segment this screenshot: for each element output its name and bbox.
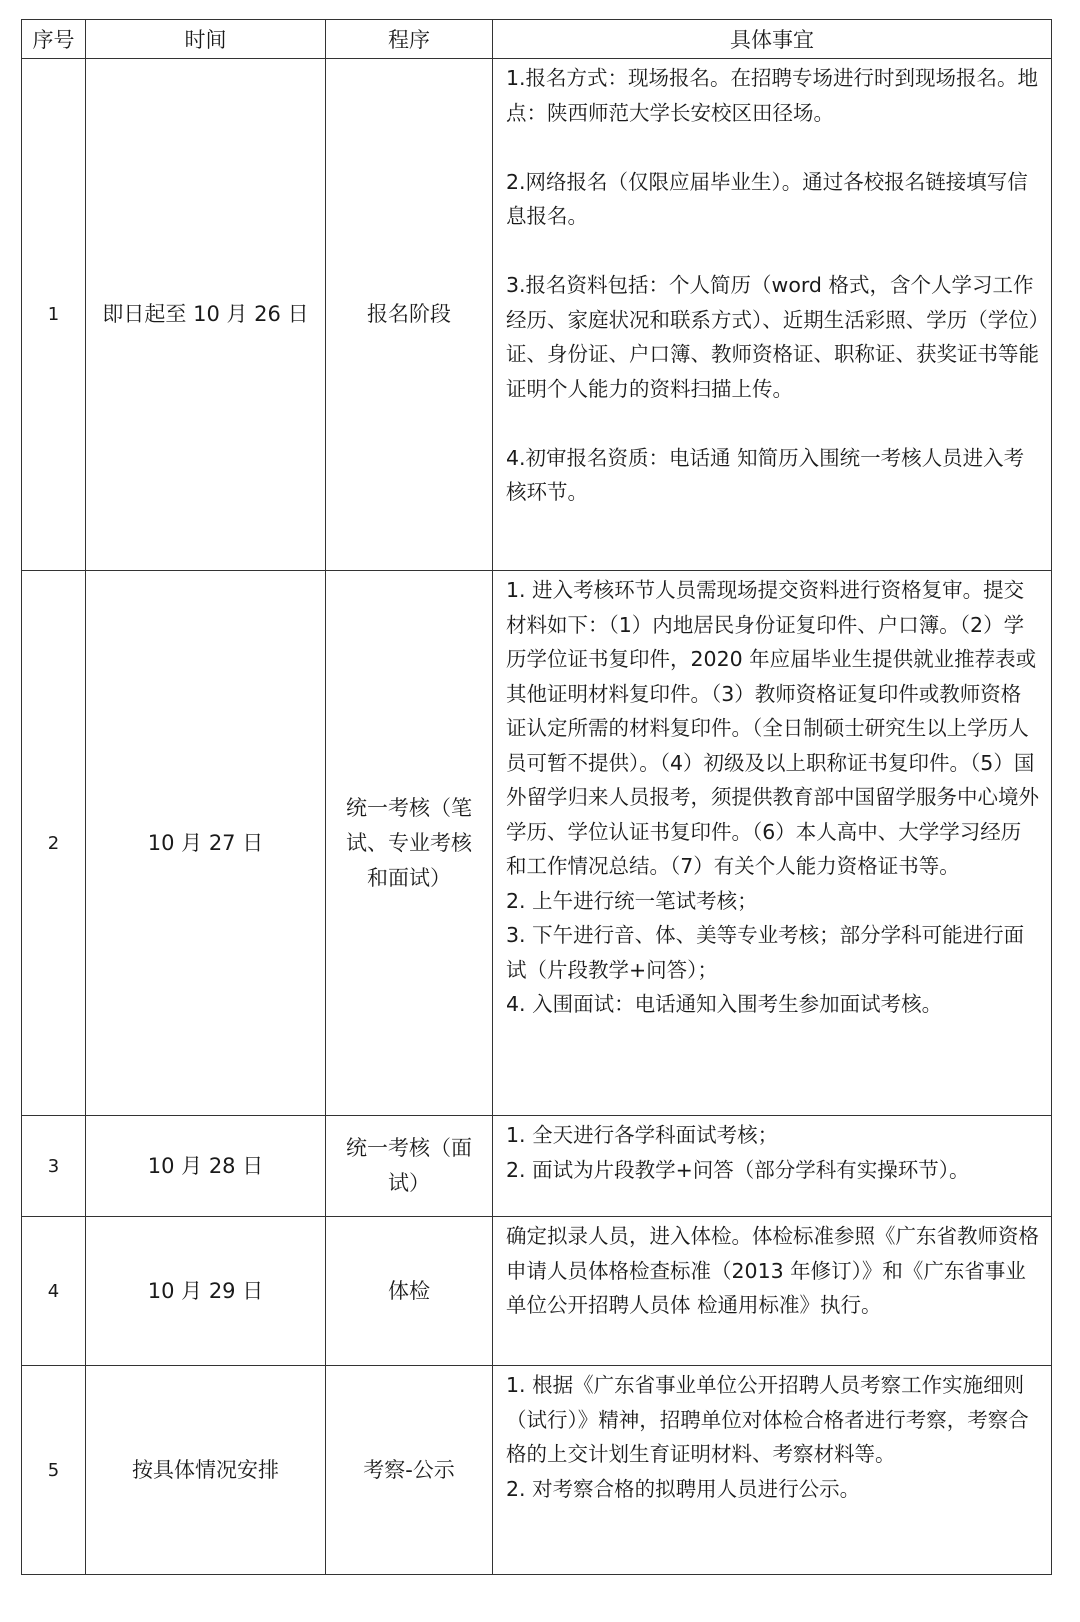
detail-item: 3. 下午进行音、体、美等专业考核；部分学科可能进行面试（片段教学+问答）； xyxy=(506,923,1025,982)
row-procedure: 报名阶段 xyxy=(326,59,493,571)
row-index: 3 xyxy=(22,1116,86,1217)
detail-item: 2.网络报名（仅限应届毕业生）。通过各校报名链接填写信息报名。 xyxy=(506,169,1028,228)
row-details xyxy=(493,571,1052,1116)
detail-item: 确定拟录人员，进入体检。体检标准参照《广东省教师资格申请人员体格检查标准（2013 年修订）》和《广东省事业单位公开招聘人员体 检通用标准》执行。 xyxy=(506,1224,1039,1317)
row-index: 2 xyxy=(22,571,86,1116)
row-details xyxy=(493,1116,1052,1217)
row-details xyxy=(493,59,1052,571)
row-time: 10 月 29 日 xyxy=(86,1217,326,1366)
detail-item: 1.报名方式：现场报名。在招聘专场进行时到现场报名。地点：陕西师范大学长安校区田径场。 xyxy=(506,66,1039,125)
detail-item: 4.初审报名资质：电话通 知简历入围统一考核人员进入考核环节。 xyxy=(506,445,1025,504)
row-procedure: 统一考核（笔试、专业考核和面试） xyxy=(326,571,493,1116)
header-index: 序号 xyxy=(22,20,86,59)
row-time: 即日起至 10 月 26 日 xyxy=(86,59,326,571)
detail-item: 2. 面试为片段教学+问答（部分学科有实操环节）。 xyxy=(506,1157,970,1182)
table-row xyxy=(22,1217,1052,1366)
row-time: 10 月 28 日 xyxy=(86,1116,326,1217)
detail-item: 2. 对考察合格的拟聘用人员进行公示。 xyxy=(506,1476,861,1501)
table-row xyxy=(22,571,1052,1116)
row-procedure: 考察-公示 xyxy=(326,1366,493,1575)
row-procedure: 体检 xyxy=(326,1217,493,1366)
row-index: 5 xyxy=(22,1366,86,1575)
header-procedure: 程序 xyxy=(326,20,493,59)
row-time: 按具体情况安排 xyxy=(86,1366,326,1575)
table-header-row xyxy=(22,20,1052,59)
detail-item: 3.报名资料包括：个人简历（word 格式，含个人学习工作经历、家庭状况和联系方式）、近期生活彩照、学历（学位）证、身份证、户口簿、教师资格证、职称证、获奖证书等能证明个人能力的资料扫描上传。 xyxy=(506,273,1039,401)
row-index: 1 xyxy=(22,59,86,571)
detail-item: 1. 根据《广东省事业单位公开招聘人员考察工作实施细则（试行）》精神，招聘单位对体检合格者进行考察，考察合格的上交计划生育证明材料、考察材料等。 xyxy=(506,1373,1029,1466)
row-details xyxy=(493,1366,1052,1575)
row-index: 4 xyxy=(22,1217,86,1366)
detail-item: 2. 上午进行统一笔试考核； xyxy=(506,888,758,913)
table-row xyxy=(22,1116,1052,1217)
row-procedure: 统一考核（面试） xyxy=(326,1116,493,1217)
header-time: 时间 xyxy=(86,20,326,59)
recruitment-schedule-table xyxy=(21,19,1052,1575)
detail-item: 1. 全天进行各学科面试考核； xyxy=(506,1123,779,1147)
detail-item: 1. 进入考核环节人员需现场提交资料进行资格复审。提交材料如下：（1）内地居民身份证复印件、户口簿。（2）学历学位证书复印件，2020 年应届毕业生提供就业推荐表或其他证明材料复印件。（3）教师资格证复印件或教师资格证认定所需的材料复印件。（全日制硕士研究生以上学历人员可暂不提供）。（4）初级及以上职称证书复印件。（5）国外留学归来人员报考，须提供教育部中国留学服务中心境外学历、学位认证书复印件。（6）本人高中、大学学习经历和工作情况总结。（7）有关个人能力资格证书等。 xyxy=(506,578,1039,878)
table-row xyxy=(22,59,1052,571)
row-details xyxy=(493,1217,1052,1366)
header-details: 具体事宜 xyxy=(493,20,1052,59)
detail-item: 4. 入围面试：电话通知入围考生参加面试考核。 xyxy=(506,992,943,1016)
table-row xyxy=(22,1366,1052,1575)
row-time: 10 月 27 日 xyxy=(86,571,326,1116)
